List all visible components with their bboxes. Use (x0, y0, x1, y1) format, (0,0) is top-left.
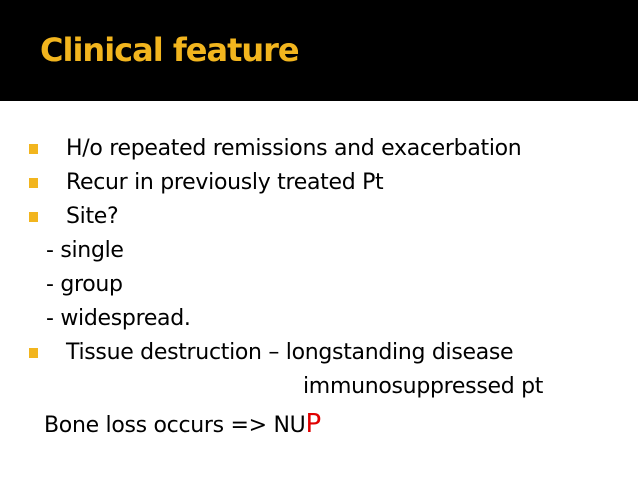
bullet-icon (29, 348, 38, 358)
bullet-item: Site? (66, 204, 119, 229)
bullet-continuation: immunosuppressed pt (303, 374, 544, 399)
slide-title: Clinical feature (40, 31, 299, 69)
bullet-icon (29, 178, 38, 188)
bullet-icon (29, 212, 38, 222)
bullet-item: Tissue destruction – longstanding disease (66, 340, 514, 365)
sub-item: - single (46, 238, 124, 263)
bone-loss-text: Bone loss occurs => NU (44, 413, 306, 438)
bone-loss-line (44, 411, 321, 437)
bullet-icon (29, 144, 38, 154)
sub-item: - group (46, 272, 123, 297)
bullet-item: H/o repeated remissions and exacerbation (66, 136, 522, 161)
bone-loss-accent: P (305, 409, 321, 439)
sub-item: - widespread. (46, 306, 191, 331)
bullet-item: Recur in previously treated Pt (66, 170, 384, 195)
title-bar (0, 0, 638, 101)
